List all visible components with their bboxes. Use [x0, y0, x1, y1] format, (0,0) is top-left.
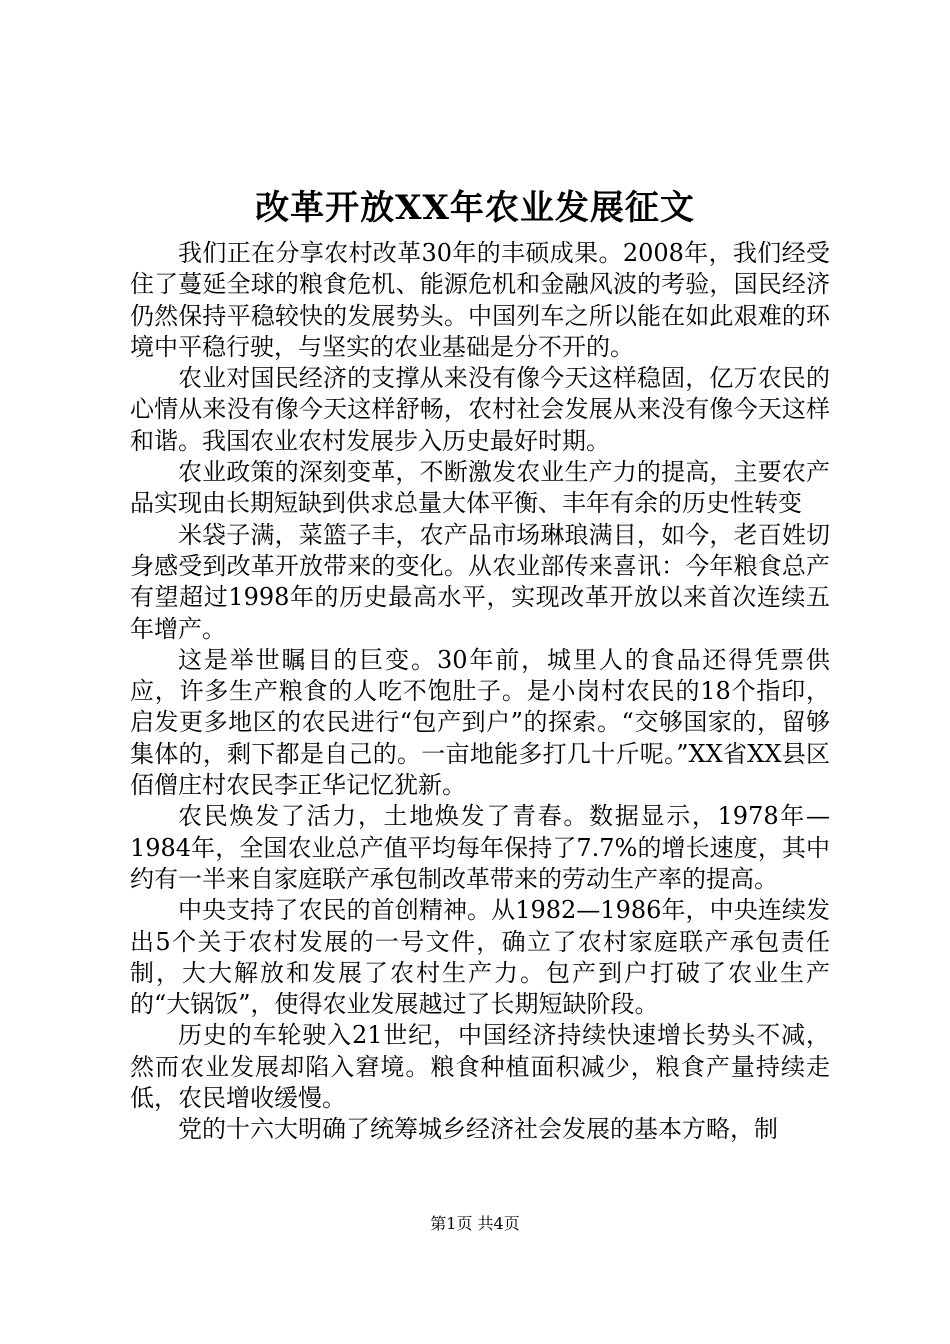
paragraph: 我们正在分享农村改革30年的丰硕成果。2008年，我们经受住了蔓延全球的粮食危机、能源危机和金融风波的考验，国民经济仍然保持平稳较快的发展势头。中国列车之所以能在如此艰难的环境中平稳行驶，与坚实的农业基础是分不开的。 [130, 239, 830, 361]
paragraph: 农业政策的深刻变革，不断激发农业生产力的提高，主要农产品实现由长期短缺到供求总量大体平衡、丰年有余的历史性转变 [130, 458, 830, 518]
document-title: 改革开放XX年农业发展征文 [255, 188, 695, 228]
paragraph: 农民焕发了活力，土地焕发了青春。数据显示，1978年—1984年，全国农业总产值平均每年保持了7.7%的增长速度，其中约有一半来自家庭联产承包制改革带来的劳动生产率的提高。 [130, 802, 830, 893]
page-number: 第1页 共4页 [430, 1214, 520, 1233]
paragraph: 历史的车轮驶入21世纪，中国经济持续快速增长势头不减，然而农业发展却陷入窘境。粮食种植面积减少，粮食产量持续走低，农民增收缓慢。 [130, 1021, 830, 1113]
document-body [130, 238, 830, 1146]
paragraph: 中央支持了农民的首创精神。从1982—1986年，中央连续发出5个关于农村发展的一号文件，确立了农村家庭联产承包责任制，大大解放和发展了农村生产力。包产到户打破了农业生产的“大锅饭”，使得农业发展越过了长期短缺阶段。 [130, 896, 830, 1019]
paragraph: 党的十六大明确了统筹城乡经济社会发展的基本方略，制 [178, 1115, 778, 1144]
paragraph: 米袋子满，菜篮子丰，农产品市场琳琅满目，如今，老百姓切身感受到改革开放带来的变化。从农业部传来喜讯：今年粮食总产有望超过1998年的历史最高水平，实现改革开放以来首次连续五年增产。 [130, 520, 830, 643]
paragraph: 这是举世瞩目的巨变。30年前，城里人的食品还得凭票供应，许多生产粮食的人吃不饱肚子。是小岗村农民的18个指印，启发更多地区的农民进行“包产到户”的探索。“交够国家的，留够集体的，剩下都是自己的。一亩地能多打几十斤呢。”XX省XX县区佰僧庄村农民李正华记忆犹新。 [130, 645, 830, 800]
paragraph: 农业对国民经济的支撑从来没有像今天这样稳固，亿万农民的心情从来没有像今天这样舒畅，农村社会发展从来没有像今天这样和谐。我国农业农村发展步入历史最好时期。 [130, 364, 830, 455]
